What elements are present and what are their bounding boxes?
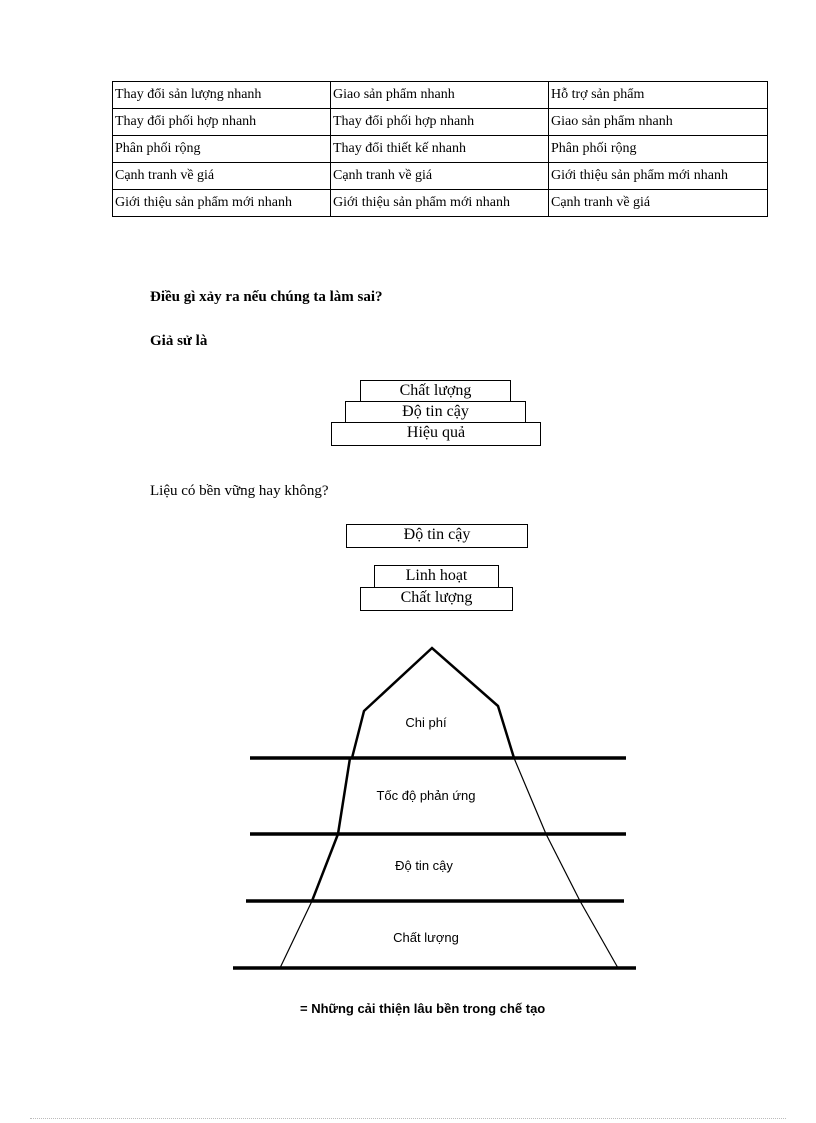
- question-heading: Điều gì xảy ra nếu chúng ta làm sai?: [150, 289, 383, 305]
- table-row: [113, 163, 768, 190]
- table-cell: Giao sản phẩm nhanh: [331, 82, 549, 109]
- table-cell: Thay đổi sản lượng nhanh: [113, 82, 331, 109]
- assume-heading: Giả sử là: [150, 333, 208, 349]
- table-row: [113, 82, 768, 109]
- pyramid-caption: = Những cải thiện lâu bền trong chế tạo: [300, 1001, 546, 1016]
- table-cell: Thay đổi phối hợp nhanh: [331, 109, 549, 136]
- page-bottom-divider: [30, 1118, 786, 1119]
- stack2-top-box: Độ tin cậy: [346, 524, 528, 548]
- table-row: [113, 190, 768, 217]
- table-row: [113, 109, 768, 136]
- table-cell: Phân phối rộng: [549, 136, 768, 163]
- table-cell: Giao sản phẩm nhanh: [549, 109, 768, 136]
- stack1-middle-box: Độ tin cậy: [345, 401, 526, 424]
- table-cell: Cạnh tranh về giá: [331, 163, 549, 190]
- table-cell: Cạnh tranh về giá: [113, 163, 331, 190]
- table-row: [113, 136, 768, 163]
- table-cell: Giới thiệu sản phẩm mới nhanh: [113, 190, 331, 217]
- table-cell: Phân phối rộng: [113, 136, 331, 163]
- stack2-middle-box: Linh hoạt: [374, 565, 499, 588]
- stack1-top-box: Chất lượng: [360, 380, 511, 402]
- capabilities-table: [112, 81, 768, 217]
- sustain-question: Liệu có bền vững hay không?: [150, 483, 329, 499]
- layer-label-quality: Chất lượng: [393, 930, 459, 945]
- table-cell: Thay đổi phối hợp nhanh: [113, 109, 331, 136]
- table-cell: Cạnh tranh về giá: [549, 190, 768, 217]
- table-cell: Giới thiệu sản phẩm mới nhanh: [331, 190, 549, 217]
- layer-label-cost: Chi phí: [405, 715, 447, 730]
- stack2-bottom-box: Chất lượng: [360, 587, 513, 611]
- sand-cone-pyramid: [0, 630, 816, 980]
- table-cell: Giới thiệu sản phẩm mới nhanh: [549, 163, 768, 190]
- table-cell: Thay đổi thiết kế nhanh: [331, 136, 549, 163]
- layer-label-dependability: Độ tin cậy: [395, 858, 453, 873]
- layer-label-speed: Tốc độ phản ứng: [376, 788, 476, 803]
- pyramid-outline: [280, 648, 618, 968]
- table-cell: Hỗ trợ sản phẩm: [549, 82, 768, 109]
- stack1-bottom-box: Hiệu quả: [331, 422, 541, 446]
